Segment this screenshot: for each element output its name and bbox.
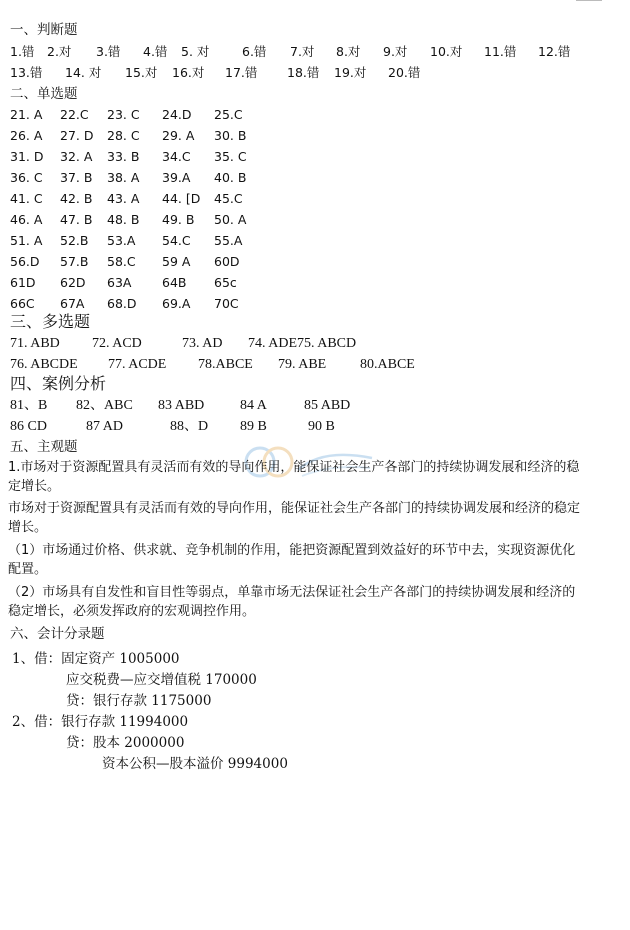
answer-item: 19.对 (334, 65, 367, 80)
answer-item: 12.错 (538, 44, 571, 59)
answer-item: 42. B (60, 191, 93, 206)
answer-item: 11.错 (484, 44, 517, 59)
journal-entry-line: 1、借：固定资产 1005000 (12, 651, 180, 667)
answer-item: 49. B (162, 212, 195, 227)
answer-item: 59 A (162, 254, 191, 269)
answer-item: 3.错 (96, 44, 121, 59)
subjective-answer-paragraph: 1.市场对于资源配置具有灵活而有效的导向作用，能保证社会生产各部门的持续协调发展和经济的稳定增长。 (8, 460, 580, 494)
answer-item: 16.对 (172, 65, 205, 80)
answer-item: 1.错 (10, 44, 35, 59)
answer-item: 7.对 (290, 44, 315, 59)
answer-item: 24.D (162, 107, 192, 122)
answer-item: 64B (162, 275, 187, 290)
answer-item: 28. C (107, 128, 140, 143)
answer-item: 40. B (214, 170, 247, 185)
answer-item: 38. A (107, 170, 140, 185)
answer-item: 70C (214, 296, 239, 311)
journal-entry-line: 应交税费—应交增值税 170000 (66, 672, 257, 688)
answer-item: 20.错 (388, 65, 421, 80)
answer-item: 36. C (10, 170, 43, 185)
answer-item: 76. ABCDE (10, 357, 78, 372)
answer-item: 52.B (60, 233, 89, 248)
journal-entry-line: 2、借：银行存款 11994000 (12, 714, 189, 730)
answer-item: 66C (10, 296, 35, 311)
journal-entry-line: 贷：股本 2000000 (66, 735, 185, 751)
answer-item: 25.C (214, 107, 243, 122)
answer-item: 87 AD (86, 419, 123, 434)
answer-item: 4.错 (143, 44, 168, 59)
section6-title: 六、会计分录题 (10, 626, 105, 642)
answer-item: 88、D (170, 419, 209, 434)
answer-item: 68.D (107, 296, 137, 311)
answer-item: 44. [D (162, 191, 201, 206)
answer-item: 17.错 (225, 65, 258, 80)
answer-item: 22.C (60, 107, 89, 122)
answer-item: 10.对 (430, 44, 463, 59)
answer-item: 34.C (162, 149, 191, 164)
answer-item: 6.错 (242, 44, 267, 59)
answer-item: 30. B (214, 128, 247, 143)
answer-item: 50. A (214, 212, 247, 227)
section3-title: 三、多选题 (10, 312, 91, 331)
answer-item: 53.A (107, 233, 136, 248)
answer-item: 39.A (162, 170, 191, 185)
answer-item: 82、ABC (76, 398, 133, 413)
answer-item: 37. B (60, 170, 93, 185)
answer-item: 51. A (10, 233, 43, 248)
answer-item: 41. C (10, 191, 43, 206)
answer-item: 73. AD (182, 336, 223, 351)
answer-item: 79. ABE (278, 357, 327, 372)
answer-item: 77. ACDE (108, 357, 167, 372)
answer-item: 2.对 (47, 44, 72, 59)
answer-item: 56.D (10, 254, 40, 269)
answer-item: 90 B (308, 419, 335, 434)
journal-entry-line: 资本公积—股本溢价 9994000 (102, 756, 288, 772)
answer-item: 45.C (214, 191, 243, 206)
answer-item: 78.ABCE (198, 357, 253, 372)
answer-item: 5. 对 (181, 44, 210, 59)
answer-item: 89 B (240, 419, 267, 434)
answer-item: 26. A (10, 128, 43, 143)
answer-item: 46. A (10, 212, 43, 227)
answer-item: 35. C (214, 149, 247, 164)
answer-item: 85 ABD (304, 398, 351, 413)
answer-item: 31. D (10, 149, 44, 164)
answer-item: 9.对 (383, 44, 408, 59)
answer-item: 71. ABD (10, 336, 60, 351)
answer-item: 80.ABCE (360, 357, 415, 372)
answer-item: 61D (10, 275, 36, 290)
answer-item: 84 A (240, 398, 267, 413)
answer-item: 54.C (162, 233, 191, 248)
answer-item: 47. B (60, 212, 93, 227)
subjective-answer-paragraph: （1）市场通过价格、供求就、竞争机制的作用，能把资源配置到效益好的环节中去，实现资源优化配置。 (8, 543, 576, 577)
answer-item: 15.对 (125, 65, 158, 80)
answer-item: 63A (107, 275, 132, 290)
answer-item: 48. B (107, 212, 140, 227)
answer-item: 18.错 (287, 65, 320, 80)
answer-item: 32. A (60, 149, 93, 164)
answer-item: 86 CD (10, 419, 47, 434)
subjective-answer-paragraph: （2）市场具有自发性和盲目性等弱点，单靠市场无法保证社会生产各部门的持续协调发展和经济的稳定增长，必须发挥政府的宏观调控作用。 (8, 585, 576, 619)
answer-item: 67A (60, 296, 85, 311)
section5-title: 五、主观题 (10, 439, 78, 455)
answer-item: 27. D (60, 128, 94, 143)
answer-item: 58.C (107, 254, 136, 269)
answer-item: 55.A (214, 233, 243, 248)
answer-item: 74. ADE75. ABCD (248, 336, 357, 351)
answer-item: 29. A (162, 128, 195, 143)
answer-item: 69.A (162, 296, 191, 311)
answer-item: 21. A (10, 107, 43, 122)
answer-item: 81、B (10, 398, 48, 413)
answer-item: 23. C (107, 107, 140, 122)
answer-item: 62D (60, 275, 86, 290)
top-edge-line (576, 0, 602, 1)
answer-item: 14. 对 (65, 65, 102, 80)
section2-title: 二、单选题 (10, 86, 78, 102)
journal-entry-line: 贷：银行存款 1175000 (66, 693, 212, 709)
answer-item: 33. B (107, 149, 140, 164)
answer-item: 65c (214, 275, 237, 290)
answer-item: 13.错 (10, 65, 43, 80)
section4-title: 四、案例分析 (10, 374, 107, 393)
answer-item: 72. ACD (92, 336, 142, 351)
section1-title: 一、判断题 (10, 22, 78, 38)
answer-item: 43. A (107, 191, 140, 206)
answer-item: 57.B (60, 254, 89, 269)
answer-item: 8.对 (336, 44, 361, 59)
answer-item: 83 ABD (158, 398, 205, 413)
answer-item: 60D (214, 254, 240, 269)
subjective-answer-paragraph: 市场对于资源配置具有灵活而有效的导向作用，能保证社会生产各部门的持续协调发展和经济的稳定增长。 (8, 501, 581, 535)
